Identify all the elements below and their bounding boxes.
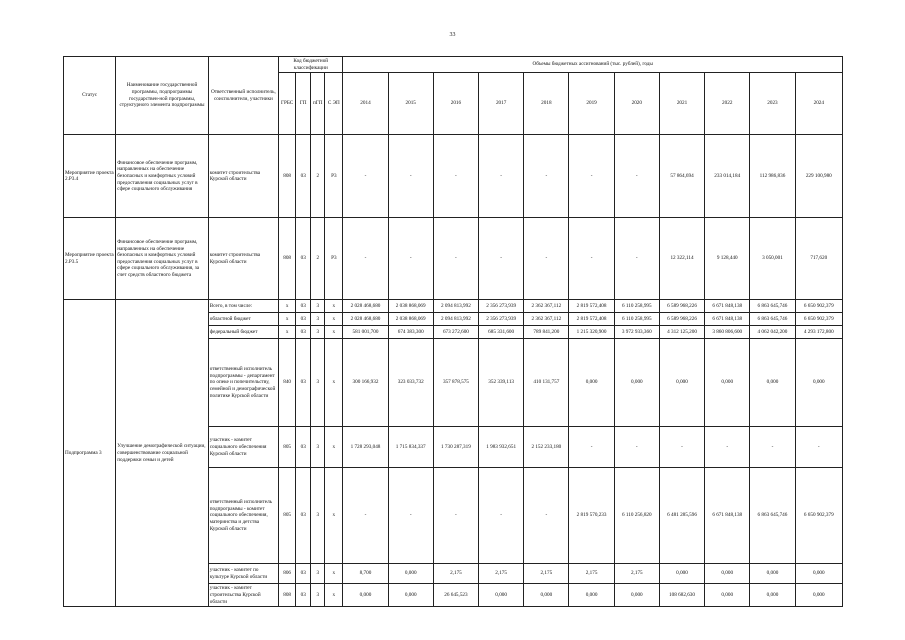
value-cell-2024: 6 650 902,379 bbox=[795, 300, 842, 313]
value-cell-2023: 0,000 bbox=[750, 339, 795, 427]
code-cell: х bbox=[325, 564, 343, 584]
code-cell: х bbox=[325, 339, 343, 427]
value-cell-2014: - bbox=[343, 135, 388, 218]
code-cell: 03 bbox=[296, 313, 311, 326]
value-cell-2017: - bbox=[479, 135, 524, 218]
value-cell-2018: - bbox=[524, 218, 569, 300]
code-cell: 03 bbox=[296, 468, 311, 564]
executor-cell: участник - комитет по культуре Курской области bbox=[208, 564, 278, 584]
value-cell-2017: - bbox=[479, 218, 524, 300]
value-cell-2018: 410 131,757 bbox=[524, 339, 569, 427]
code-cell: 3 bbox=[311, 300, 325, 313]
code-cell: х bbox=[325, 427, 343, 468]
value-cell-2017: 1 983 932,651 bbox=[479, 427, 524, 468]
value-cell-2016: 2 094 813,992 bbox=[433, 313, 478, 326]
value-cell-2016: 26 645,523 bbox=[433, 584, 478, 607]
value-cell-2024: 717,620 bbox=[795, 218, 842, 300]
value-cell-2016: - bbox=[433, 468, 478, 564]
code-cell: 2 bbox=[311, 135, 325, 218]
header-code-3: С ЭП bbox=[325, 73, 343, 135]
value-cell-2015: 1 715 834,337 bbox=[388, 427, 433, 468]
code-cell: 808 bbox=[279, 218, 296, 300]
code-cell: х bbox=[325, 313, 343, 326]
code-cell: 03 bbox=[296, 326, 311, 339]
code-cell: 806 bbox=[279, 564, 296, 584]
status-cell: Мероприятие проекта 2.Р3.4 bbox=[64, 135, 116, 218]
value-cell-2021: 0,000 bbox=[659, 564, 704, 584]
value-cell-2018: 789 841,200 bbox=[524, 326, 569, 339]
value-cell-2019: 2,175 bbox=[569, 564, 614, 584]
value-cell-2016: 1 730 287,319 bbox=[433, 427, 478, 468]
executor-cell: Всего, в том числе: bbox=[208, 300, 278, 313]
value-cell-2016: 2,175 bbox=[433, 564, 478, 584]
value-cell-2024: 0,000 bbox=[795, 339, 842, 427]
name-cell: Финансовое обеспечение программ, направленных на обеспечение безопасных и комфортных условий предоставления социальных услуг в сфере социального обслуживания, за счет средств областного бюджета bbox=[116, 218, 208, 300]
code-cell: х bbox=[279, 326, 296, 339]
executor-cell: ответственный исполнитель подпрограммы - департамент по опеке и попечительству, семейной и демографической политике Курской области bbox=[208, 339, 278, 427]
executor-cell: федеральный бюджет bbox=[208, 326, 278, 339]
value-cell-2024: 0,000 bbox=[795, 584, 842, 607]
value-cell-2015: - bbox=[388, 135, 433, 218]
value-cell-2022: 3 860 806,600 bbox=[705, 326, 750, 339]
value-cell-2022: 6 671 848,138 bbox=[705, 300, 750, 313]
value-cell-2021: 108 682,630 bbox=[659, 584, 704, 607]
value-cell-2017: 685 331,600 bbox=[479, 326, 524, 339]
value-cell-2024: 4 293 172,800 bbox=[795, 326, 842, 339]
value-cell-2023: 6 863 645,746 bbox=[750, 300, 795, 313]
name-cell: Финансовое обеспечение программ, направленных на обеспечение безопасных и комфортных условий предоставления социальных услуг в сфере социального обслуживания bbox=[116, 135, 208, 218]
value-cell-2015: 2 038 868,069 bbox=[388, 300, 433, 313]
code-cell: х bbox=[279, 300, 296, 313]
value-cell-2022: - bbox=[705, 427, 750, 468]
value-cell-2023: 3 050,001 bbox=[750, 218, 795, 300]
value-cell-2017: 2 356 273,939 bbox=[479, 300, 524, 313]
table-row bbox=[64, 300, 843, 313]
value-cell-2021: 12 322,114 bbox=[659, 218, 704, 300]
code-cell: 3 bbox=[311, 427, 325, 468]
table-row bbox=[64, 135, 843, 218]
header-status: Статус bbox=[64, 57, 116, 135]
value-cell-2023: 6 863 645,746 bbox=[750, 468, 795, 564]
value-cell-2017: 2 356 273,939 bbox=[479, 313, 524, 326]
value-cell-2018: 2 362 367,112 bbox=[524, 300, 569, 313]
value-cell-2015: 674 383,300 bbox=[388, 326, 433, 339]
header-year-2019: 2019 bbox=[569, 73, 614, 135]
executor-cell: участник - комитет социального обеспечения Курской области bbox=[208, 427, 278, 468]
code-cell: х bbox=[325, 584, 343, 607]
value-cell-2018: - bbox=[524, 468, 569, 564]
executor-cell: комитет строительства Курской области bbox=[208, 218, 278, 300]
header-year-2020: 2020 bbox=[614, 73, 659, 135]
budget-table bbox=[63, 56, 843, 607]
value-cell-2023: - bbox=[750, 427, 795, 468]
value-cell-2019: 1 215 320,900 bbox=[569, 326, 614, 339]
value-cell-2019: - bbox=[569, 427, 614, 468]
value-cell-2014: 2 028 468,680 bbox=[343, 300, 388, 313]
code-cell: х bbox=[325, 300, 343, 313]
value-cell-2014: 1 728 293,048 bbox=[343, 427, 388, 468]
header-code-group: Код бюджетной классификации bbox=[279, 57, 343, 73]
value-cell-2024: 6 650 902,379 bbox=[795, 468, 842, 564]
header-name: Наименование государственной программы, подпрограммы государствен-ной программы, структурного элемента подпрограммы bbox=[116, 57, 208, 135]
value-cell-2023: 0,000 bbox=[750, 564, 795, 584]
code-cell: 03 bbox=[296, 584, 311, 607]
value-cell-2015: - bbox=[388, 218, 433, 300]
value-cell-2014: 2 028 468,680 bbox=[343, 313, 388, 326]
header-code-2: пГП bbox=[311, 73, 325, 135]
value-cell-2016: - bbox=[433, 135, 478, 218]
code-cell: 840 bbox=[279, 339, 296, 427]
value-cell-2017: 2,175 bbox=[479, 564, 524, 584]
value-cell-2018: 0,000 bbox=[524, 584, 569, 607]
value-cell-2021: 6 589 968,226 bbox=[659, 313, 704, 326]
name-cell: Улучшение демографической ситуации, совершенствование социальной поддержки семьи и детей bbox=[116, 300, 208, 607]
value-cell-2020: 2,175 bbox=[614, 564, 659, 584]
header-year-2023: 2023 bbox=[750, 73, 795, 135]
value-cell-2015: 0,000 bbox=[388, 564, 433, 584]
header-executor: Ответственный исполнитель, соисполнители, участники bbox=[208, 57, 278, 135]
value-cell-2016: 2 094 813,992 bbox=[433, 300, 478, 313]
value-cell-2014: - bbox=[343, 468, 388, 564]
header-year-2022: 2022 bbox=[705, 73, 750, 135]
code-cell: Р3 bbox=[325, 218, 343, 300]
code-cell: 03 bbox=[296, 564, 311, 584]
value-cell-2021: - bbox=[659, 427, 704, 468]
code-cell: 3 bbox=[311, 339, 325, 427]
value-cell-2024: 229 100,980 bbox=[795, 135, 842, 218]
status-cell: Подпрограмма 3 bbox=[64, 300, 116, 607]
code-cell: Р3 bbox=[325, 135, 343, 218]
executor-cell: комитет строительства Курской области bbox=[208, 135, 278, 218]
header-year-2017: 2017 bbox=[479, 73, 524, 135]
value-cell-2020: - bbox=[614, 135, 659, 218]
value-cell-2024: 6 650 902,379 bbox=[795, 313, 842, 326]
header-year-2024: 2024 bbox=[795, 73, 842, 135]
value-cell-2014: 0,000 bbox=[343, 584, 388, 607]
code-cell: 03 bbox=[296, 427, 311, 468]
value-cell-2014: - bbox=[343, 218, 388, 300]
value-cell-2022: 233 014,184 bbox=[705, 135, 750, 218]
value-cell-2018: - bbox=[524, 135, 569, 218]
table-body bbox=[64, 135, 843, 607]
value-cell-2019: 0,000 bbox=[569, 339, 614, 427]
value-cell-2014: 581 001,700 bbox=[343, 326, 388, 339]
header-year-2021: 2021 bbox=[659, 73, 704, 135]
executor-cell: областной бюджет bbox=[208, 313, 278, 326]
value-cell-2019: - bbox=[569, 135, 614, 218]
page-number: 33 bbox=[449, 32, 456, 38]
header-year-2016: 2016 bbox=[433, 73, 478, 135]
value-cell-2021: 6 589 968,226 bbox=[659, 300, 704, 313]
code-cell: х bbox=[325, 326, 343, 339]
value-cell-2022: 0,000 bbox=[705, 564, 750, 584]
header-year-2018: 2018 bbox=[524, 73, 569, 135]
value-cell-2017: - bbox=[479, 468, 524, 564]
header-code-1: ГП bbox=[296, 73, 311, 135]
header-year-2015: 2015 bbox=[388, 73, 433, 135]
value-cell-2022: 6 671 848,138 bbox=[705, 468, 750, 564]
code-cell: 3 bbox=[311, 584, 325, 607]
value-cell-2016: - bbox=[433, 218, 478, 300]
code-cell: х bbox=[279, 313, 296, 326]
value-cell-2023: 0,000 bbox=[750, 584, 795, 607]
value-cell-2019: 2 819 570,233 bbox=[569, 468, 614, 564]
value-cell-2018: 2 152 233,180 bbox=[524, 427, 569, 468]
value-cell-2019: 0,000 bbox=[569, 584, 614, 607]
value-cell-2024: 0,000 bbox=[795, 564, 842, 584]
value-cell-2023: 6 863 645,746 bbox=[750, 313, 795, 326]
code-cell: 3 bbox=[311, 313, 325, 326]
value-cell-2020: 3 972 933,360 bbox=[614, 326, 659, 339]
value-cell-2015: 2 038 868,069 bbox=[388, 313, 433, 326]
value-cell-2023: 112 986,836 bbox=[750, 135, 795, 218]
code-cell: 3 bbox=[311, 326, 325, 339]
value-cell-2020: 6 110 258,995 bbox=[614, 300, 659, 313]
code-cell: 03 bbox=[296, 218, 311, 300]
header-year-2014: 2014 bbox=[343, 73, 388, 135]
value-cell-2021: 6 481 285,596 bbox=[659, 468, 704, 564]
value-cell-2016: 673 272,600 bbox=[433, 326, 478, 339]
code-cell: 03 bbox=[296, 339, 311, 427]
value-cell-2024: - bbox=[795, 427, 842, 468]
value-cell-2017: 352 339,113 bbox=[479, 339, 524, 427]
value-cell-2020: - bbox=[614, 218, 659, 300]
value-cell-2019: 2 819 572,408 bbox=[569, 313, 614, 326]
value-cell-2019: - bbox=[569, 218, 614, 300]
code-cell: 808 bbox=[279, 135, 296, 218]
code-cell: 3 bbox=[311, 564, 325, 584]
value-cell-2021: 57 864,694 bbox=[659, 135, 704, 218]
value-cell-2021: 0,000 bbox=[659, 339, 704, 427]
value-cell-2014: 300 166,932 bbox=[343, 339, 388, 427]
code-cell: 03 bbox=[296, 135, 311, 218]
code-cell: 3 bbox=[311, 468, 325, 564]
code-cell: х bbox=[325, 468, 343, 564]
value-cell-2020: 0,000 bbox=[614, 339, 659, 427]
table-header bbox=[64, 57, 843, 135]
value-cell-2022: 0,000 bbox=[705, 584, 750, 607]
code-cell: 808 bbox=[279, 584, 296, 607]
executor-cell: ответственный исполнитель подпрограммы - комитет социального обеспечения, материнства и детства Курской области bbox=[208, 468, 278, 564]
value-cell-2015: 0,000 bbox=[388, 584, 433, 607]
header-code-0: ГРБС bbox=[279, 73, 296, 135]
value-cell-2014: 8,700 bbox=[343, 564, 388, 584]
value-cell-2022: 0,000 bbox=[705, 339, 750, 427]
status-cell: Мероприятие проекта 2.Р3.5 bbox=[64, 218, 116, 300]
value-cell-2016: 357 878,575 bbox=[433, 339, 478, 427]
value-cell-2023: 4 062 042,200 bbox=[750, 326, 795, 339]
code-cell: 805 bbox=[279, 427, 296, 468]
value-cell-2018: 2,175 bbox=[524, 564, 569, 584]
value-cell-2022: 9 128,440 bbox=[705, 218, 750, 300]
value-cell-2019: 2 819 572,408 bbox=[569, 300, 614, 313]
value-cell-2017: 0,000 bbox=[479, 584, 524, 607]
code-cell: 805 bbox=[279, 468, 296, 564]
executor-cell: участник - комитет строительства Курской области bbox=[208, 584, 278, 607]
table-row bbox=[64, 218, 843, 300]
code-cell: 03 bbox=[296, 300, 311, 313]
value-cell-2020: 6 110 258,995 bbox=[614, 313, 659, 326]
value-cell-2021: 4 312 125,200 bbox=[659, 326, 704, 339]
value-cell-2020: 6 110 256,820 bbox=[614, 468, 659, 564]
value-cell-2020: 0,000 bbox=[614, 584, 659, 607]
header-volumes-group: Объемы бюджетных ассигнований (тыс. рублей), годы bbox=[343, 57, 843, 73]
value-cell-2022: 6 671 848,138 bbox=[705, 313, 750, 326]
value-cell-2015: 323 033,732 bbox=[388, 339, 433, 427]
value-cell-2020: - bbox=[614, 427, 659, 468]
code-cell: 2 bbox=[311, 218, 325, 300]
value-cell-2018: 2 362 367,112 bbox=[524, 313, 569, 326]
value-cell-2015: - bbox=[388, 468, 433, 564]
